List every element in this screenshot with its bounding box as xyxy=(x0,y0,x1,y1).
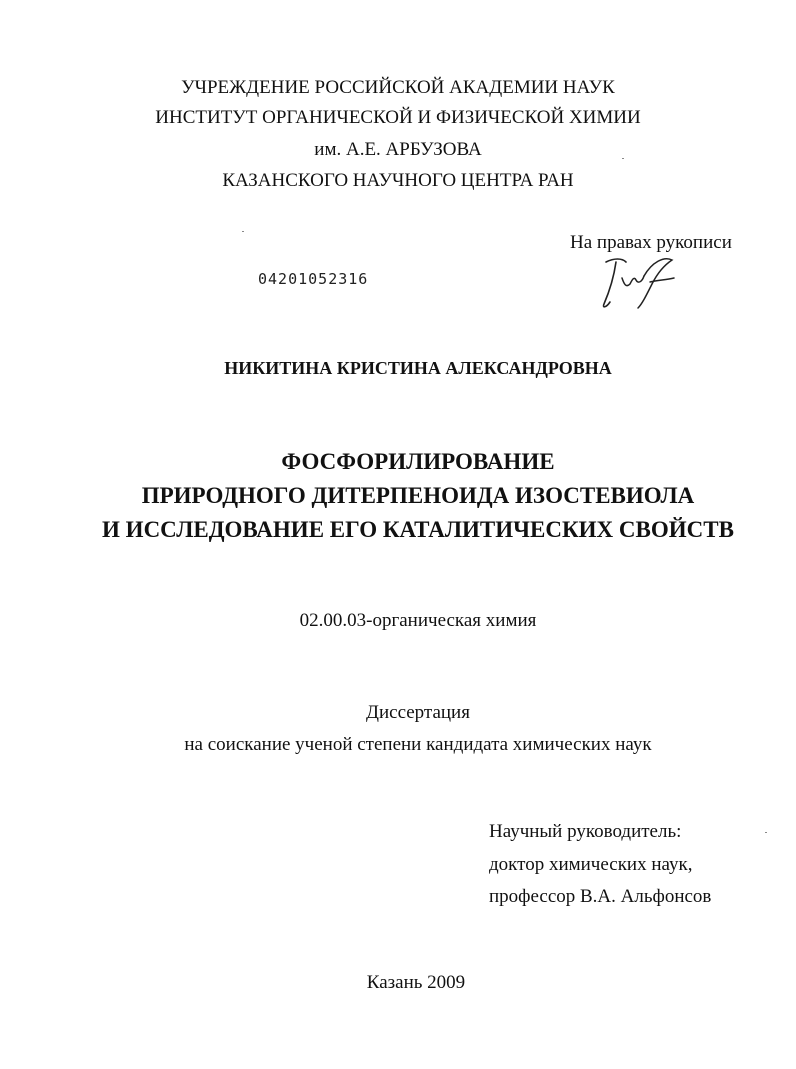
registration-number: 04201052316 xyxy=(258,270,369,288)
handwritten-signature-icon xyxy=(592,252,682,312)
supervisor-label: Научный руководитель: xyxy=(489,821,682,842)
supervisor-name: профессор В.А. Альфонсов xyxy=(489,886,712,907)
supervisor-degree: доктор химических наук, xyxy=(489,854,693,875)
header-line-4: КАЗАНСКОГО НАУЧНОГО ЦЕНТРА РАН xyxy=(222,170,574,191)
scan-speck xyxy=(765,832,767,833)
scan-speck xyxy=(622,158,624,159)
scan-speck xyxy=(242,231,244,232)
specialty: 02.00.03-органическая химия xyxy=(299,610,537,631)
header-line-2: ИНСТИТУТ ОРГАНИЧЕСКОЙ И ФИЗИЧЕСКОЙ ХИМИИ xyxy=(155,107,641,128)
header-line-3: им. А.Е. АРБУЗОВА xyxy=(314,139,482,160)
header-line-1: УЧРЕЖДЕНИЕ РОССИЙСКОЙ АКАДЕМИИ НАУК xyxy=(181,77,615,98)
title-line-2: ПРИРОДНОГО ДИТЕРПЕНОИДА ИЗОСТЕВИОЛА xyxy=(141,483,695,508)
degree-line-1: Диссертация xyxy=(366,702,470,723)
title-line-3: И ИССЛЕДОВАНИЕ ЕГО КАТАЛИТИЧЕСКИХ СВОЙСТВ xyxy=(102,517,734,542)
author-name: НИКИТИНА КРИСТИНА АЛЕКСАНДРОВНА xyxy=(224,358,612,378)
degree-line-2: на соискание ученой степени кандидата химических наук xyxy=(184,734,652,755)
place-year: Казань 2009 xyxy=(366,972,466,993)
title-line-1: ФОСФОРИЛИРОВАНИЕ xyxy=(281,449,555,474)
manuscript-note: На правах рукописи xyxy=(570,232,732,253)
